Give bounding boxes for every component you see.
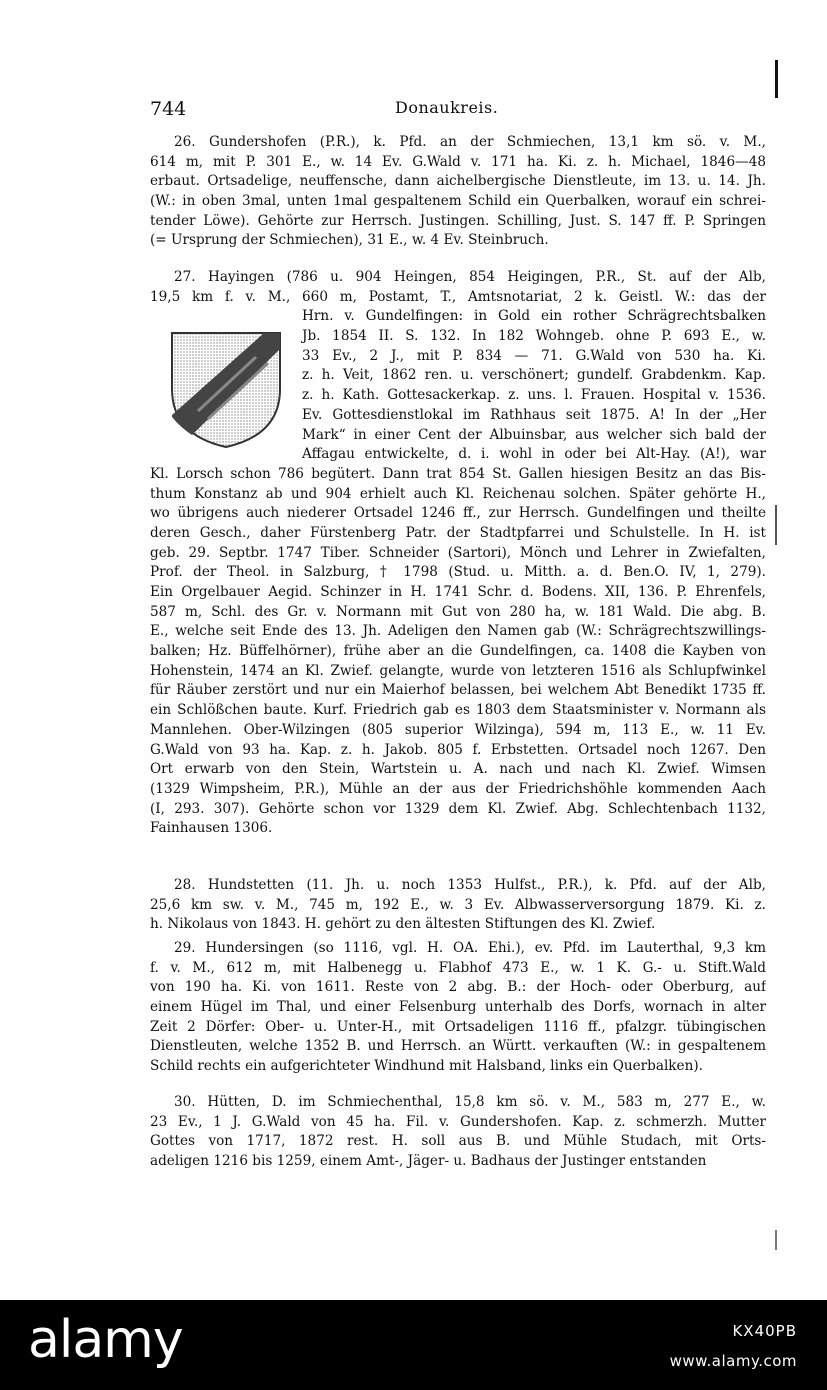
text-line: 19,5 km f. v. M., 660 m, Postamt, T., Amtsnotariat, 2 k. Geistl. W.: das der [150, 288, 766, 305]
running-header: Donaukreis. [395, 98, 499, 117]
text-line: 587 m, Schl. des Gr. v. Normann mit Gut von 280 ha, w. 181 Wald. Die abg. B. [150, 603, 766, 620]
entry-26 [150, 133, 766, 251]
text-line: (= Ursprung der Schmiechen), 31 E., w. 4 Ev. Steinbruch. [150, 232, 549, 249]
text-line: für Räuber zerstört und nur ein Maierhof belassen, bei welchem Abt Benedikt 1735 ff. [150, 682, 766, 699]
text-line: deren Gesch., daher Fürstenberg Patr. der Stadtpfarrei und Schulstelle. In H. ist [150, 524, 766, 541]
text-line: 25,6 km sw. v. M., 745 m, 192 E., w. 3 Ev. Albwasserversorgung 1879. Ki. z. [150, 896, 766, 913]
entry-28 [150, 876, 766, 935]
text-line: Schild rechts ein aufgerichteter Windhund mit Halsband, links ein Querbalken). [150, 1058, 703, 1075]
text-line: z. h. Veit, 1862 ren. u. verschönert; gundelf. Grabdenkm. Kap. [302, 367, 766, 384]
text-line: (I, 293. 307). Gehörte schon vor 1329 dem Kl. Zwief. Abg. Schlechtenbach 1132, [150, 800, 766, 817]
text-line: balken; Hz. Büffelhörner), frühe aber an die Gundelfingen, ca. 1408 die Kayben von [150, 643, 766, 660]
text-line: Jb. 1854 II. S. 132. In 182 Wohngeb. ohne P. 693 E., w. [302, 328, 766, 345]
text-line: 26. Gundershofen (P.R.), k. Pfd. an der Schmiechen, 13,1 km sö. v. M., [174, 134, 766, 150]
text-line: (W.: in oben 3mal, unten 1mal gespaltenem Schild ein Querbalken, worauf ein schrei- [150, 193, 766, 210]
text-line: 27. Hayingen (786 u. 904 Heingen, 854 Heigingen, P.R., St. auf der Alb, [174, 269, 766, 285]
text-line: 29. Hundersingen (so 1116, vgl. H. OA. Ehi.), ev. Pfd. im Lauterthal, 9,3 km [174, 940, 766, 956]
text-line: erbaut. Ortsadelige, neuffensche, dann aichelbergische Dienstleute, im 13. u. 14. Jh. [150, 173, 766, 190]
text-line: wo übrigens auch niederer Ortsadel 1246 ff., zur Herrsch. Gundelfingen und theilte [150, 505, 766, 522]
text-line: Gottes von 1717, 1872 rest. H. soll aus B. und Mühle Studach, mit Orts- [150, 1133, 766, 1150]
text-line: E., welche seit Ende des 13. Jh. Adeligen den Namen gab (W.: Schrägrechtszwillings- [150, 623, 766, 640]
scan-artifact [775, 60, 778, 98]
stock-watermark-bar [0, 1300, 827, 1390]
text-line: Ev. Gottesdienstlokal im Rathhaus seit 1875. A! In der „Her [302, 406, 766, 423]
text-line: Mannlehen. Ober-Wilzingen (805 superior Wilzinga), 594 m, 113 E., w. 11 Ev. [150, 721, 766, 738]
text-line: Zeit 2 Dörfer: Ober- u. Unter-H., mit Ortsadeligen 1116 ff., pfalzgr. tübingischen [150, 1018, 766, 1035]
text-line: adeligen 1216 bis 1259, einem Amt-, Jäger- u. Badhaus der Justinger entstanden [150, 1153, 707, 1170]
text-line: (1329 Wimpsheim, P.R.), Mühle an der aus der Friedrichshöhle kommenden Aach [150, 780, 766, 797]
text-line: Ort erwarb von den Stein, Wartstein u. A. nach und nach Kl. Zwief. Wimsen [150, 761, 766, 778]
text-line: 28. Hundstetten (11. Jh. u. noch 1353 Hulfst., P.R.), k. Pfd. auf der Alb, [174, 877, 766, 893]
text-line: f. v. M., 612 m, mit Halbenegg u. Flabhof 473 E., w. 1 K. G.- u. Stift.Wald [150, 959, 766, 976]
text-line: 23 Ev., 1 J. G.Wald von 45 ha. Fil. v. Gundershofen. Kap. z. schmerzh. Mutter [150, 1113, 766, 1130]
text-line: h. Nikolaus von 1843. H. gehört zu den ältesten Stiftungen des Kl. Zwief. [150, 916, 656, 933]
text-line: Ein Orgelbauer Aegid. Schinzer in H. 1741 Schr. d. Bodens. XII, 136. P. Ehrenfels, [150, 584, 766, 600]
text-line: thum Konstanz ab und 904 erhielt auch Kl. Reichenau solchen. Später gehörte H., [150, 485, 766, 502]
text-line: Affagau entwickelte, d. i. wohl in oder bei Alt-Hay. (A!), war [302, 446, 766, 463]
text-line: z. h. Kath. Gottesackerkap. z. uns. l. Frauen. Hospital v. 1536. [302, 387, 766, 404]
text-line: geb. 29. Septbr. 1747 Tiber. Schneider (Sartori), Mönch und Lehrer in Zwiefalten, [150, 544, 766, 561]
entry-30 [150, 1093, 766, 1172]
text-line: Dienstleuten, welche 1352 B. und Herrsch. an Württ. verkauften (W.: in gespaltenem [150, 1038, 766, 1055]
coat-of-arms-shield [168, 327, 284, 451]
text-line: Fainhausen 1306. [150, 820, 273, 837]
page-number: 744 [150, 98, 187, 120]
text-line: Hrn. v. Gundelfingen: in Gold ein rother Schrägrechtsbalken [302, 308, 766, 325]
text-line: Hohenstein, 1474 an Kl. Zwief. gelangte, wurde von letzteren 1516 als Schlupfwinkel [150, 662, 766, 679]
site-url: www.alamy.com [669, 1352, 797, 1370]
scan-artifact [775, 1230, 777, 1250]
text-line: 30. Hütten, D. im Schmiechenthal, 15,8 km sö. v. M., 583 m, 277 E., w. [174, 1094, 766, 1110]
text-line: tender Löwe). Gehörte zur Herrsch. Justingen. Schilling, Just. S. 147 ff. P. Springen [150, 212, 766, 229]
text-line: Kl. Lorsch schon 786 begütert. Dann trat 854 St. Gallen hiesigen Besitz an das Bis- [150, 465, 766, 482]
text-line: Mark“ in einer Cent der Albuinsbar, aus welcher sich bald der [302, 426, 766, 443]
alamy-logo: alamy [28, 1310, 183, 1370]
text-line: einem Hügel im Thal, und einer Felsenburg unterhalb des Dorfs, wornach in alter [150, 999, 766, 1016]
text-line: von 190 ha. Ki. von 1611. Reste von 2 abg. B.: der Hoch- oder Oberburg, auf [150, 979, 766, 996]
text-line: 614 m, mit P. 301 E., w. 14 Ev. G.Wald v. 171 ha. Ki. z. h. Michael, 1846—48 [150, 153, 766, 170]
text-line: 33 Ev., 2 J., mit P. 834 — 71. G.Wald von 530 ha. Ki. [302, 347, 766, 364]
scan-artifact [775, 505, 777, 545]
text-line: ein Schlößchen baute. Kurf. Friedrich gab es 1803 dem Staatsminister v. Normann als [150, 702, 766, 719]
text-line: G.Wald von 93 ha. Kap. z. h. Jakob. 805 f. Erbstetten. Ortsadel noch 1267. Den [150, 741, 766, 758]
text-line: Prof. der Theol. in Salzburg, † 1798 (Stud. u. Mitth. a. d. Ben.O. IV, 1, 279). [150, 564, 766, 581]
entry-29 [150, 939, 766, 1077]
image-code: KX40PB [732, 1322, 797, 1340]
